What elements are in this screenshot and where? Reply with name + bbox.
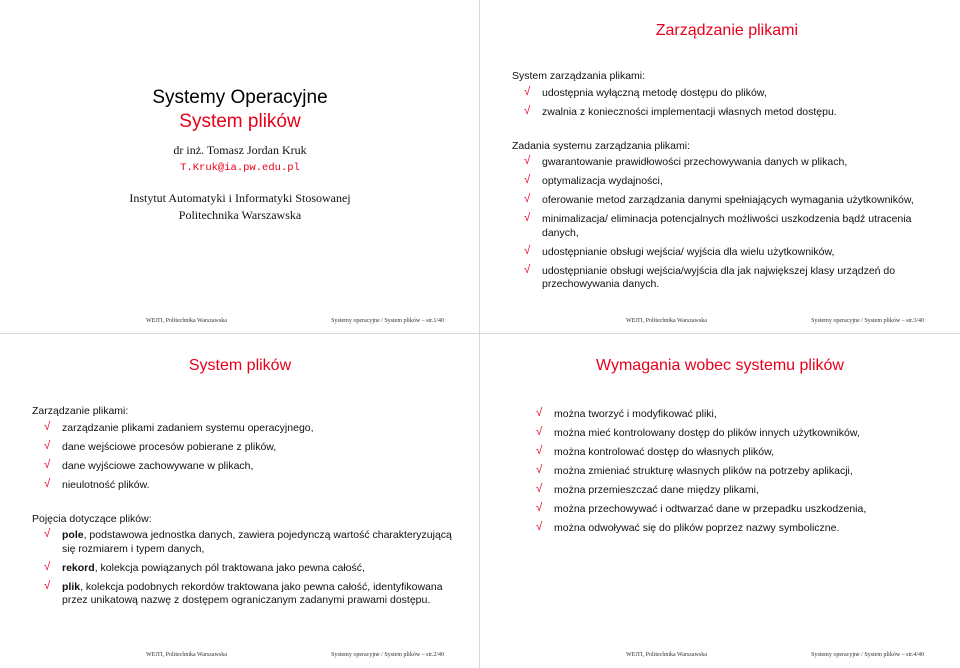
footer-left: WEiTI, Politechnika Warszawska [626,652,707,658]
checkmark-icon: √ [44,420,51,433]
list-item [512,106,932,120]
term-list [32,529,452,608]
section-heading: Pojęcia dotyczące plików: [32,512,152,525]
slide-heading: System plików [188,357,292,374]
checkmark-icon: √ [524,244,531,257]
checkmark-icon: √ [536,445,543,457]
list-item-text: zwalnia z konieczności implementacji własnych metod dostępu. [542,105,837,118]
checkmark-icon: √ [44,458,51,471]
section-heading: System zarządzania plikami: [512,70,646,82]
checkmark-icon: √ [524,193,531,205]
list-item-text: dane wejściowe procesów pobierane z plików, [62,440,277,453]
lecture-title: System plików [179,111,301,132]
list-item-text: udostępnia wyłączną metodę dostępu do plików, [542,86,767,99]
list-item-text: można przechowywać i odtwarzać dane w przepadku uszkodzenia, [554,503,867,515]
checkmark-icon: √ [44,579,51,592]
bullet-list [512,87,932,120]
footer-right: Systemy operacyjne / System plików – str.2/40 [331,652,444,658]
list-item [524,446,944,460]
slide-title-page [0,0,480,334]
slide-requirements [480,334,960,668]
list-item [512,87,932,101]
footer-right: Systemy operacyjne / System plików – str.1/40 [331,318,444,324]
footer-right: Systemy operacyjne / System plików – str.3/40 [811,318,924,324]
list-item-text: można przemieszczać dane między plikami, [554,484,759,496]
author-email: T.Kruk@ia.pw.edu.pl [180,162,300,174]
checkmark-icon: √ [536,407,543,419]
footer-left: WEiTI, Politechnika Warszawska [146,318,227,324]
slide-heading: Wymagania wobec systemu plików [596,357,844,374]
checkmark-icon: √ [536,521,543,533]
list-item-text: gwarantowanie prawidłowości przechowywania danych w plikach, [542,156,848,168]
checkmark-icon: √ [524,85,531,98]
list-item-text: udostępnianie obsługi wejścia/wyjścia dla jak największej klasy urządzeń do przechowywania danych. [542,264,896,290]
checkmark-icon: √ [536,502,543,514]
checkmark-icon: √ [536,483,543,495]
list-item [524,408,944,422]
author-name: dr inż. Tomasz Jordan Kruk [173,143,307,157]
list-item-text: oferowanie metod zarządzania danymi spełniających wymagania użytkowników, [542,194,914,206]
term-name: rekord [62,561,95,574]
list-item-text: zarządzanie plikami zadaniem systemu operacyjnego, [62,421,314,434]
list-item-text: dane wyjściowe zachowywane w plikach, [62,459,254,472]
checkmark-icon: √ [536,464,543,476]
checkmark-icon: √ [524,155,531,167]
list-item-text: minimalizacja/ eliminacja potencjalnych możliwości uszkodzenia bądź utracenia danych, [542,213,912,239]
term-definition: , kolekcja podobnych rekordów traktowana jako pewna całość, identyfikowana przez unikatową nazwę z dostępem ograniczanym zadanymi prawami dostępu. [62,580,443,606]
term-definition: , kolekcja powiązanych pól traktowana jako pewna całość, [94,561,365,574]
list-item [512,213,932,240]
checkmark-icon: √ [44,477,51,490]
checkmark-icon: √ [536,426,543,438]
list-item-text: optymalizacja wydajności, [542,175,663,187]
list-item-text: można odwoływać się do plików poprzez nazwy symboliczne. [554,522,840,534]
checkmark-icon: √ [44,439,51,452]
list-item [524,427,944,441]
list-item [32,441,452,455]
institute-name: Instytut Automatyki i Informatyki Stosowanej [129,191,351,205]
bullet-list [512,156,932,292]
checkmark-icon: √ [44,560,51,573]
list-item [32,529,452,556]
slide-heading: Zarządzanie plikami [655,22,798,39]
slide-body [524,405,944,541]
checkmark-icon: √ [524,212,531,224]
list-item [32,460,452,474]
list-item [512,265,932,292]
course-title: Systemy Operacyjne [152,87,328,108]
list-item [512,194,932,208]
university-name: Politechnika Warszawska [178,208,302,222]
checkmark-icon: √ [524,104,531,117]
checkmark-icon: √ [44,528,51,540]
list-item [512,175,932,189]
list-item-text: można zmieniać strukturę własnych plików na potrzeby aplikacji, [554,465,853,477]
term-definition: , podstawowa jednostka danych, zawiera pojedynczą wartość charakteryzującą się rozmiarem i typem danych, [62,529,452,555]
list-item [524,465,944,479]
list-item [524,503,944,517]
slide-body [32,405,452,613]
term-name: plik [62,580,81,593]
checkmark-icon: √ [524,174,531,186]
list-item [524,522,944,536]
list-item-text: udostępnianie obsługi wejścia/ wyjścia dla wielu użytkowników, [542,245,835,258]
list-item-text: można tworzyć i modyfikować pliki, [554,408,717,420]
footer-right: Systemy operacyjne / System plików – str.4/40 [811,652,924,658]
term-name: pole [62,529,84,541]
slide-file-system [0,334,480,668]
footer-left: WEiTI, Politechnika Warszawska [626,318,707,324]
list-item-text: nieulotność plików. [62,478,150,491]
list-item [32,581,452,608]
list-item [512,246,932,260]
bullet-list [32,422,452,493]
slide-body [512,70,932,297]
list-item-text: można kontrolować dostęp do własnych plików, [554,446,775,458]
list-item [32,422,452,436]
list-item [512,156,932,170]
list-item [524,484,944,498]
list-item [32,562,452,576]
checkmark-icon: √ [524,263,531,276]
section-heading: Zadania systemu zarządzania plikami: [512,139,690,152]
bullet-list [524,408,944,536]
footer-left: WEiTI, Politechnika Warszawska [146,652,227,658]
slide-file-management [480,0,960,334]
list-item-text: można mieć kontrolowany dostęp do plików innych użytkowników, [554,427,860,439]
section-heading: Zarządzanie plikami: [32,405,129,417]
list-item [32,479,452,493]
